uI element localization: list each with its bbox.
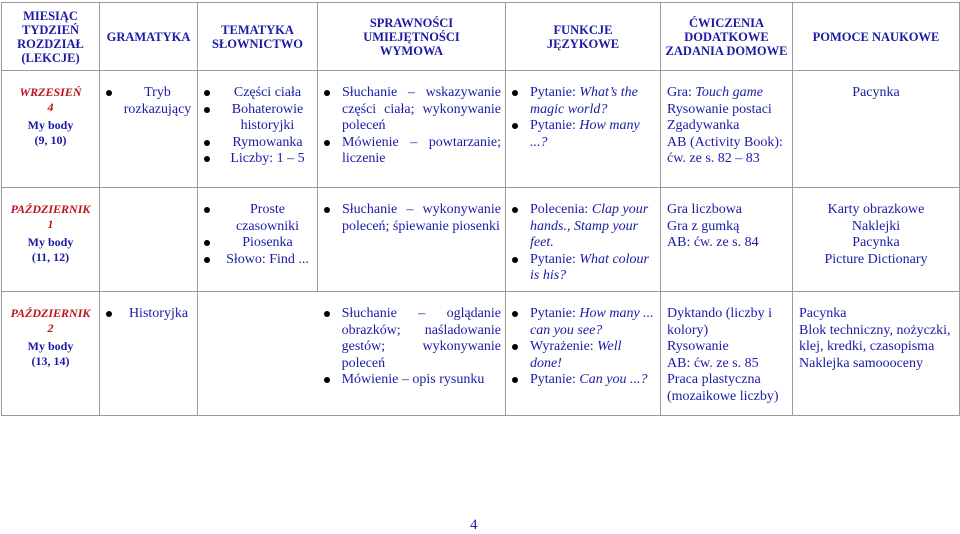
list-item: Wyrażenie: Well done! [506,339,656,372]
page-number: 4 [470,517,478,533]
list-item: Piosenka [198,235,313,252]
lesson-pages: (9, 10) [34,133,67,147]
list-item: Historyjka [100,306,193,323]
list-item: AB: ćw. ze s. 84 [667,235,759,250]
list-item: AB: ćw. ze s. 85 [667,355,759,371]
list-item: AB (Activity Book): ćw. ze s. 82 – 83 [667,134,783,166]
month-label: PAŹDZIERNIK [10,202,91,216]
header-skills: SPRAWNOŚCI UMIEJĘTNOŚCI WYMOWA [318,3,506,71]
list-item: Rysowanie [667,339,729,354]
functions-cell [506,188,661,292]
list-item: Bohaterowie historyjki [198,102,313,135]
unit-topic: My body [27,118,74,132]
skills-cell [318,71,506,188]
lesson-cell [2,292,100,416]
list-item: Pytanie: Can you ...? [506,372,656,389]
grammar-cell [100,188,198,292]
functions-cell [506,292,661,416]
list-item: Tryb rozkazujący [100,85,193,118]
header-month-week: MIESIĄC TYDZIEŃ ROZDZIAŁ (LEKCJE) [2,3,100,71]
list-item: Mówienie – powtarzanie; liczenie [318,135,501,168]
header-row [2,3,960,71]
header-exercises: ĆWICZENIA DODATKOWE ZADANIA DOMOWE [661,3,793,71]
list-item: Pacynka [852,85,900,100]
lesson-pages: (11, 12) [31,250,70,264]
list-item: Karty obrazkowe [827,202,925,217]
list-item: Polecenia: Clap your hands., Stamp your feet. [506,202,656,252]
list-item: Naklejki [851,218,901,234]
list-item: Pytanie: How many ...? [506,118,656,151]
list-item: Słuchanie – oglądanie obrazków; naśladowanie gestów; wykonywanie poleceń [318,306,501,372]
list-item: Słowo: Find ... [198,252,313,269]
unit-topic: My body [27,235,74,249]
list-item: Rysowanie postaci [667,101,772,117]
header-grammar: GRAMATYKA [100,3,198,71]
teaching-aids-cell [793,292,960,416]
header-teaching-aids: POMOCE NAUKOWE [793,3,960,71]
list-item: Pytanie: How many ... can you see? [506,306,656,339]
list-item: Pytanie: What colour is his? [506,252,656,285]
vocabulary-cell [198,188,318,292]
lesson-pages: (13, 14) [31,354,70,368]
grammar-cell [100,292,198,416]
teaching-aids-cell [793,188,960,292]
table-row [2,188,960,292]
week-number: 4 [47,100,54,114]
list-item: Gra liczbowa [667,202,743,217]
list-item: Dyktando (liczby i kolory) [667,306,772,338]
teaching-aids-cell [793,71,960,188]
list-item: Picture Dictionary [824,251,928,267]
list-item: Gra: Touch game [667,85,763,100]
lesson-cell [2,71,100,188]
list-item: Słuchanie – wskazywanie części ciała; wykonywanie poleceń [318,85,501,135]
list-item: Liczby: 1 – 5 [198,151,313,168]
exercises-cell [661,292,793,416]
vocabulary-cell [198,71,318,188]
functions-cell [506,71,661,188]
lesson-plan-table [1,2,960,416]
list-item: Rymowanka [198,135,313,152]
list-item: Praca plastyczna (mozaikowe liczby) [667,372,779,404]
table-row [2,71,960,188]
exercises-cell [661,71,793,188]
header-vocabulary: TEMATYKA SŁOWNICTWO [198,3,318,71]
skills-cell [318,188,506,292]
table-row [2,292,960,416]
list-item: Pacynka [852,235,900,250]
grammar-cell [100,71,198,188]
list-item: Pacynka [799,306,847,321]
list-item: Pytanie: What’s the magic world? [506,85,656,118]
week-number: 2 [47,321,54,335]
list-item: Mówienie – opis rysunku [318,372,501,389]
exercises-cell [661,188,793,292]
skills-cell [198,292,506,416]
list-item: Gra z gumką [667,218,740,234]
week-number: 1 [47,217,54,231]
list-item: Blok techniczny, nożyczki, klej, kredki, czasopisma [799,322,951,354]
month-label: PAŹDZIERNIK [10,306,91,320]
list-item: Naklejka samoooceny [799,355,924,371]
list-item: Słuchanie – wykonywanie poleceń; śpiewanie piosenki [318,202,501,235]
list-item: Zgadywanka [667,118,740,133]
unit-topic: My body [27,339,74,353]
header-functions: FUNKCJE JĘZYKOWE [506,3,661,71]
list-item: Części ciała [198,85,313,102]
lesson-cell [2,188,100,292]
list-item: Proste czasowniki [198,202,313,235]
month-label: WRZESIEŃ [19,85,82,99]
